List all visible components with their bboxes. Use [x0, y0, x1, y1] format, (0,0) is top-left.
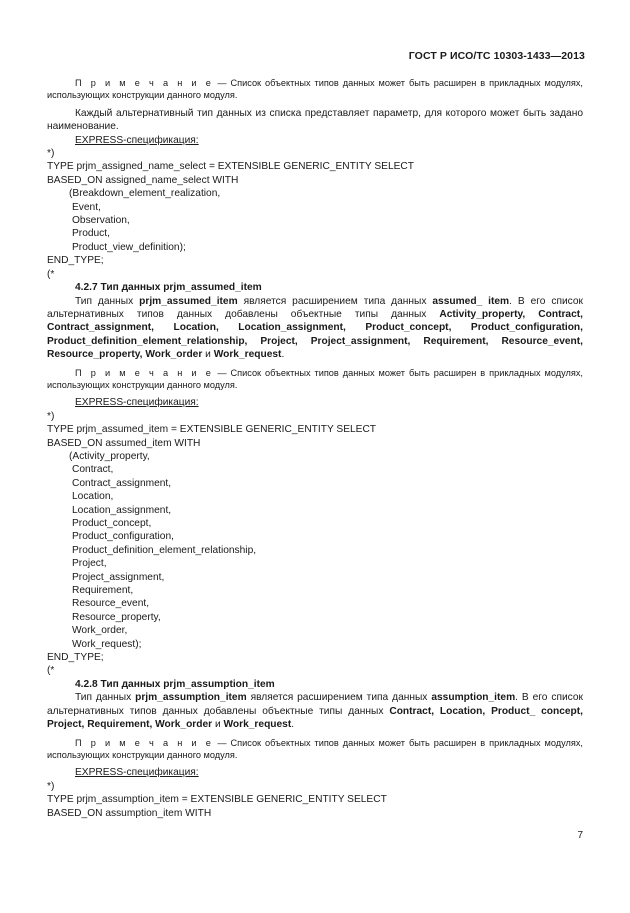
paragraph-assumption-item — [47, 691, 583, 731]
text-run: . — [281, 349, 285, 361]
text-run: и — [202, 349, 214, 361]
code-select-item: Resource_event, — [72, 598, 150, 610]
code-select-item: Location, — [72, 491, 114, 503]
text-run: . — [291, 719, 295, 731]
code-select-item: Event, — [72, 201, 101, 213]
code-based-on-line: BASED_ON assumed_item WITH — [47, 437, 201, 449]
code-select-item: Project, — [72, 558, 107, 570]
express-spec-label: EXPRESS-спецификация: — [75, 134, 199, 146]
code-select-item: Resource_property, — [72, 611, 161, 623]
text-run: Тип данных — [75, 692, 136, 704]
code-type-line: TYPE prjm_assumed_item = EXTENSIBLE GENERIC_ENTITY SELECT — [47, 424, 377, 436]
code-close: (* — [47, 268, 55, 280]
text-run: Тип данных — [75, 295, 140, 307]
page-number: 7 — [577, 830, 583, 841]
note-label: П р и м е ч а н и е — [75, 737, 214, 748]
page-header-standard: ГОСТ Р ИСО/ТС 10303-1433—2013 — [408, 50, 585, 62]
note-1 — [47, 77, 583, 102]
code-type-line: TYPE prjm_assigned_name_select = EXTENSIBLE GENERIC_ENTITY SELECT — [47, 161, 414, 173]
bold-run: assumption_item — [431, 692, 516, 704]
paragraph-assumed-item — [47, 295, 583, 362]
code-select-item: (Breakdown_element_realization, — [69, 188, 221, 200]
note-label: П р и м е ч а н и е — [75, 367, 214, 378]
section-heading-4-2-7: 4.2.7 Тип данных prjm_assumed_item — [75, 282, 262, 294]
note-3 — [47, 737, 583, 762]
page-content — [47, 77, 583, 820]
bold-run: prjm_assumption_item — [135, 692, 247, 704]
code-select-item: Contract, — [72, 464, 114, 476]
code-end-type: END_TYPE; — [47, 652, 104, 664]
bold-run: Contract, Location, Product_ concept, Project, Requirement, Work_order — [47, 705, 583, 731]
code-select-item: Location_assignment, — [72, 504, 172, 516]
code-open: *) — [47, 148, 55, 160]
code-select-item: Observation, — [72, 215, 130, 227]
bold-run: Work_request — [223, 719, 292, 731]
note-text: — Список объектных типов данных может быть расширен в прикладных модулях, использующих конструкции данного модуля. — [47, 78, 583, 101]
text-run: . В его список альтернативных типов данных добавлены объектные типы данных — [47, 692, 583, 717]
text-run: является расширением типа данных — [246, 692, 432, 704]
code-based-on-line: BASED_ON assigned_name_select WITH — [47, 174, 239, 186]
express-spec-label: EXPRESS-спецификация: — [75, 397, 199, 409]
code-based-on-line: BASED_ON assumption_item WITH — [47, 807, 212, 819]
code-open: *) — [47, 410, 55, 422]
code-select-item: Product, — [72, 228, 110, 240]
express-spec-label: EXPRESS-спецификация: — [75, 767, 199, 779]
code-select-item: Work_order, — [72, 625, 128, 637]
bold-run: prjm_assumed_item — [139, 295, 238, 307]
paragraph-alternative-types: Каждый альтернативный тип данных из списка представляет параметр, для которого может быть задано наименование. — [47, 107, 583, 133]
code-open: *) — [47, 780, 55, 792]
code-select-item: (Activity_property, — [69, 450, 150, 462]
text-run: является расширением типа данных — [237, 295, 433, 307]
text-run: и — [212, 719, 224, 731]
code-select-item: Product_view_definition); — [72, 241, 186, 253]
code-select-item: Requirement, — [72, 585, 134, 597]
code-select-item: Product_definition_element_relationship, — [72, 544, 257, 556]
note-text: — Список объектных типов данных может быть расширен в прикладных модулях, использующих конструкции данного модуля. — [47, 367, 583, 390]
bold-run: assumed_ item — [432, 295, 510, 307]
bold-run: Work_request — [213, 349, 282, 361]
section-heading-4-2-8: 4.2.8 Тип данных prjm_assumption_item — [75, 678, 275, 690]
note-label: П р и м е ч а н и е — [75, 78, 214, 88]
code-select-item: Product_configuration, — [72, 531, 174, 543]
code-type-line: TYPE prjm_assumption_item = EXTENSIBLE GENERIC_ENTITY SELECT — [47, 794, 387, 806]
code-end-type: END_TYPE; — [47, 255, 104, 267]
code-select-item: Product_concept, — [72, 518, 152, 529]
code-select-item: Contract_assignment, — [72, 477, 172, 489]
note-text: — Список объектных типов данных может быть расширен в прикладных модулях, использующих конструкции данного модуля. — [47, 737, 583, 760]
code-select-item: Project_assignment, — [72, 571, 165, 583]
bold-run: Activity_property, Contract, Contract_assignment, Location, Location_assignment, Product_concept, Product_configuration, Product_definition_element_relationship, Project, Project_assignment, Requirement, Resource_event, Resource_property, Work_order — [47, 308, 583, 361]
text-run: . В его список альтернативных типов данных добавлены объектные типы данных — [47, 295, 583, 320]
note-2 — [47, 367, 583, 392]
code-select-item: Work_request); — [72, 638, 142, 650]
code-close: (* — [47, 665, 55, 677]
